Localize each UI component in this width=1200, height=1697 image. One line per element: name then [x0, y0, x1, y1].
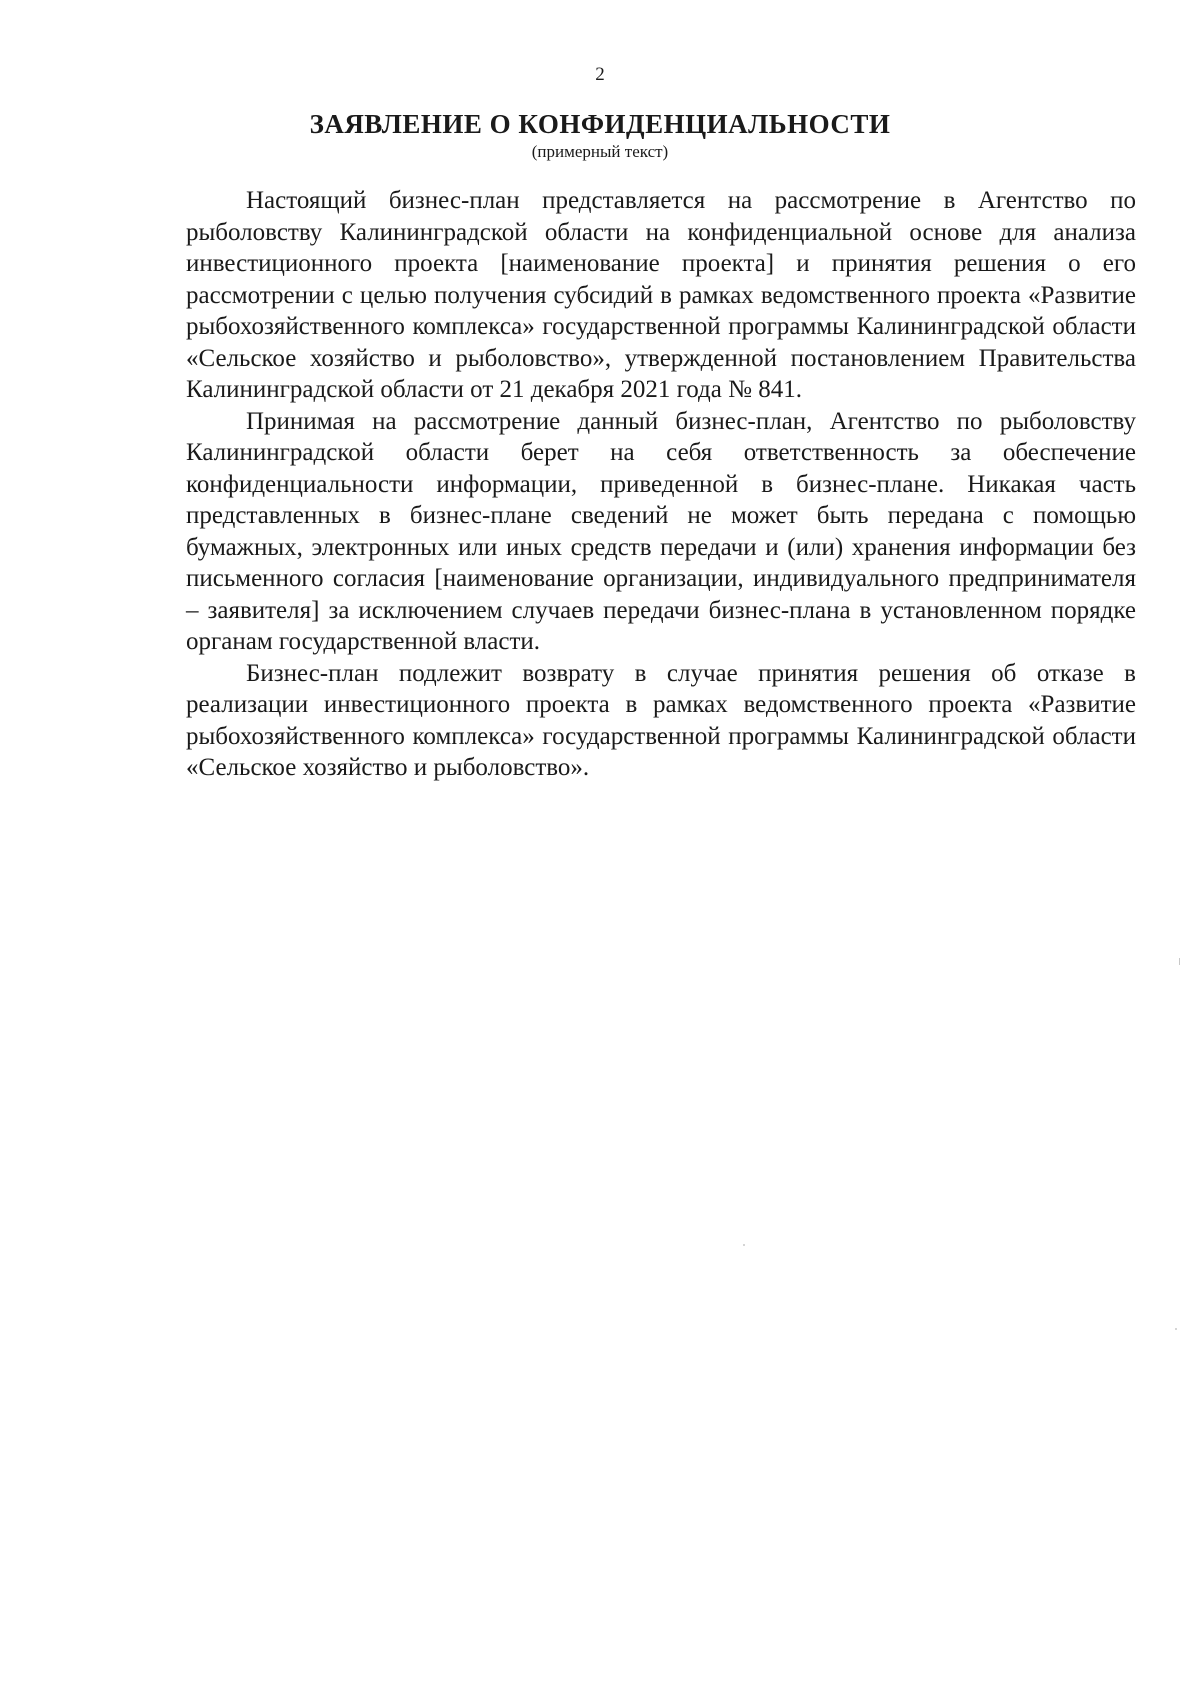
- page-number: 2: [595, 64, 605, 85]
- paragraph-3: Бизнес-план подлежит возврату в случае принятия решения об отказе в реализации инвестиционного проекта в рамках ведомственного проекта «Развитие рыбохозяйственного комплекса» государственной программы Калининградской области «Сельское хозяйство и рыболовство».: [186, 659, 1136, 781]
- document-subtitle: (примерный текст): [531, 142, 669, 161]
- scan-dot: [1175, 1328, 1177, 1330]
- document-title: ЗАЯВЛЕНИЕ О КОНФИДЕНЦИАЛЬНОСТИ: [309, 109, 891, 139]
- paragraph-2: Принимая на рассмотрение данный бизнес-план, Агентство по рыболовству Калининградской области берет на себя ответственность за обеспечение конфиденциальности информации, приведенной в бизнес-плане. Никакая часть представленных в бизнес-плане сведений не может быть передана с помощью бумажных, электронных или иных средств передачи и (или) хранения информации без письменного согласия [наименование организации, индивидуального предпринимателя – заявителя] за исключением случаев передачи бизнес-плана в установленном порядке органам государственной власти.: [186, 407, 1136, 655]
- scan-dot: [743, 1244, 745, 1246]
- paragraph-1: Настоящий бизнес-план представляется на рассмотрение в Агентство по рыболовству Калининградской области на конфиденциальной основе для анализа инвестиционного проекта [наименование проекта] и принятия решения о его рассмотрении с целью получения субсидий в рамках ведомственного проекта «Развитие рыбохозяйственного комплекса» государственной программы Калининградской области «Сельское хозяйство и рыболовство», утвержденной постановлением Правительства Калининградской области от 21 декабря 2021 года № 841.: [186, 187, 1136, 403]
- scan-margin-mark: [1179, 958, 1180, 965]
- document-body: [186, 185, 1136, 784]
